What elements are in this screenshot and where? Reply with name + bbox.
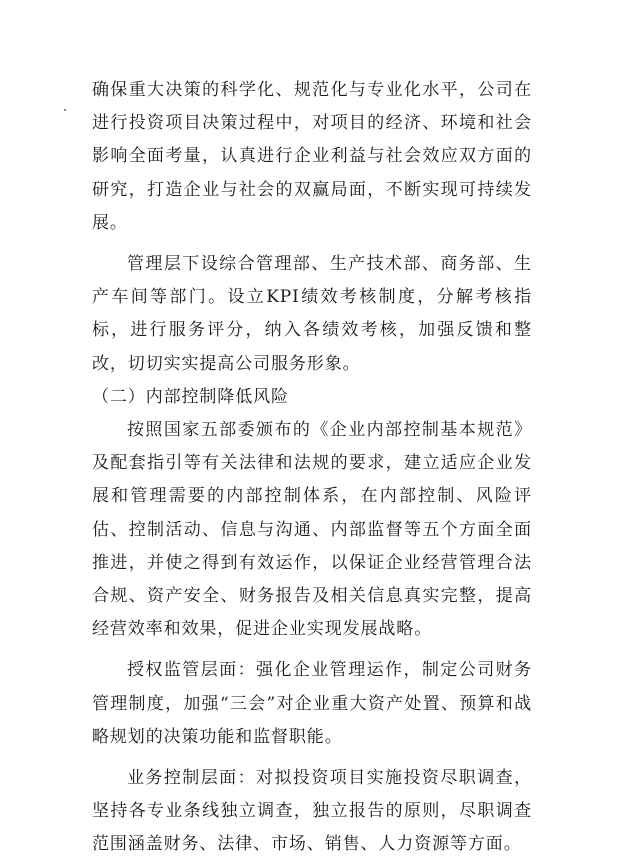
document-page (92, 74, 532, 862)
paragraph-authorization-supervision: 授权监管层面：强化企业管理运作，制定公司财务管理制度，加强“三会”对企业重大资产处置、预算和战略规划的决策功能和监督职能。 (92, 660, 532, 747)
paragraph-decision-making: 确保重大决策的科学化、规范化与专业化水平，公司在进行投资项目决策过程中，对项目的经济、环境和社会影响全面考量，认真进行企业利益与社会效应双方面的研究，打造企业与社会的双赢局面，不断实现可持续发展。 (92, 80, 532, 233)
paragraph-business-control: 业务控制层面：对拟投资项目实施投资尽职调查，坚持各专业条线独立调查，独立报告的原则，尽职调查范围涵盖财务、法律、市场、销售、人力资源等方面。 (92, 768, 532, 855)
paragraph-management-structure: 管理层下设综合管理部、生产技术部、商务部、生产车间等部门。设立KPI绩效考核制度，分解考核指标，进行服务评分，纳入各绩效考核，加强反馈和整改，切切实实提高公司服务形象。 (92, 254, 532, 374)
paragraph-internal-control-system: 按照国家五部委颁布的《企业内部控制基本规范》及配套指引等有关法律和法规的要求，建立适应企业发展和管理需要的内部控制体系，在内部控制、风险评估、控制活动、信息与沟通、内部监督等五个方面全面推进，并使之得到有效运作，以保证企业经营管理合法合规、资产安全、财务报告及相关信息真实完整，提高经营效率和效果，促进企业实现发展战略。 (92, 420, 532, 640)
section-heading-internal-control: （二）内部控制降低风险 (92, 386, 289, 407)
margin-dot (64, 109, 66, 111)
